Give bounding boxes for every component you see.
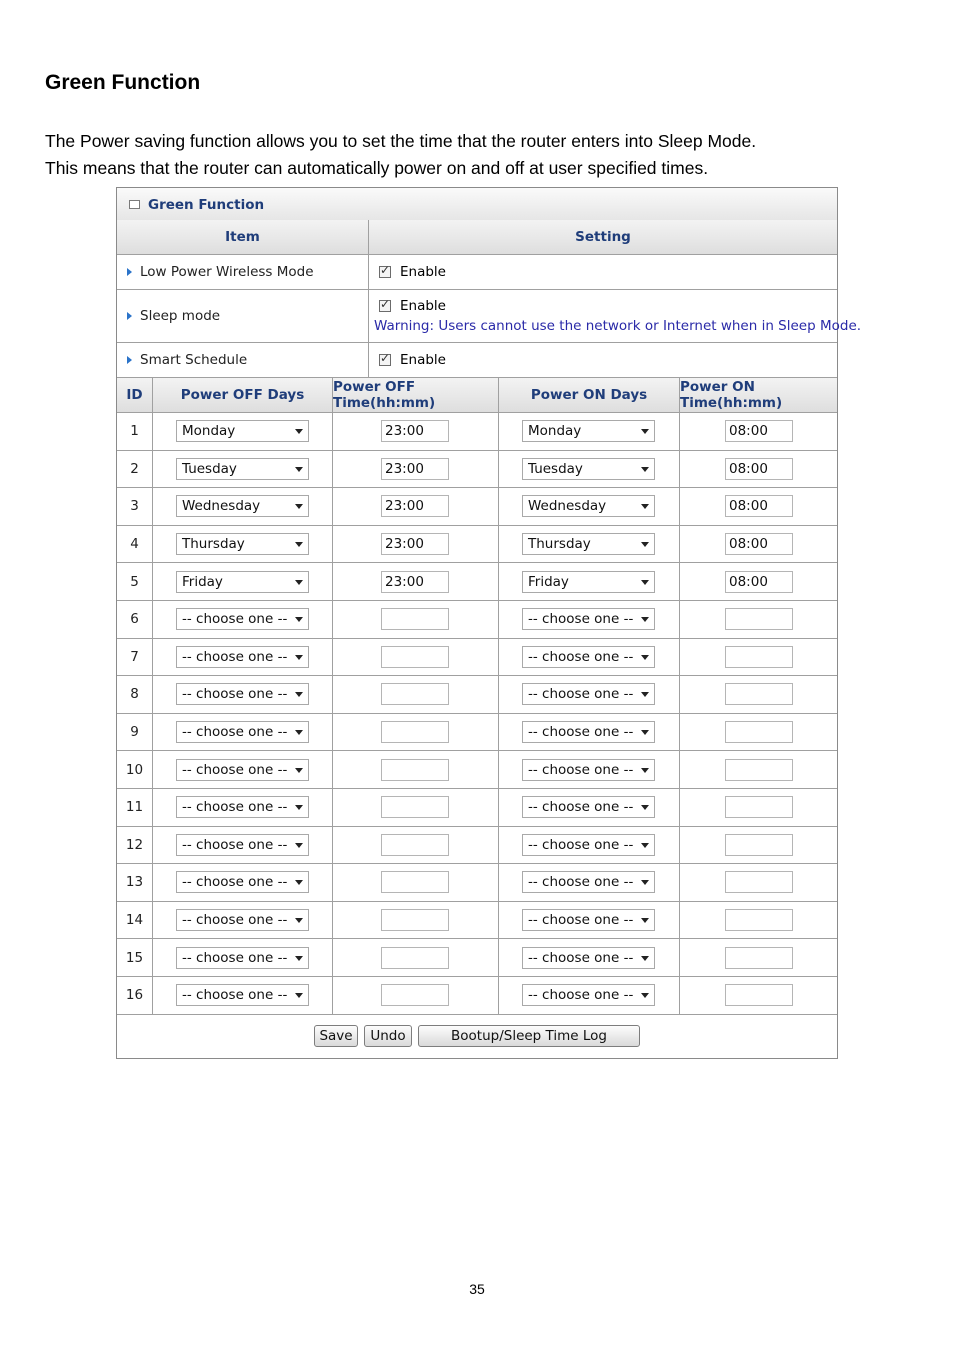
power-on-time-cell — [680, 864, 837, 902]
select-value: -- choose one -- — [182, 799, 288, 816]
power-off-time-input[interactable] — [381, 646, 449, 668]
setting-label: Low Power Wireless Mode — [140, 264, 314, 280]
dropdown-arrow-icon[interactable] — [295, 655, 303, 660]
power-on-day-select[interactable] — [522, 721, 655, 743]
power-off-time-input[interactable]: 23:00 — [381, 458, 449, 480]
select-value: -- choose one -- — [528, 761, 634, 778]
power-off-day-cell — [153, 413, 333, 451]
power-off-time-input[interactable] — [381, 909, 449, 931]
schedule-id-cell: 7 — [117, 639, 153, 677]
power-off-time-header: Power OFF Time(hh:mm) — [333, 378, 499, 413]
power-off-time-cell — [333, 939, 499, 977]
power-off-time-cell — [333, 714, 499, 752]
power-on-time-input[interactable]: 08:00 — [725, 533, 793, 555]
power-off-time-cell — [333, 751, 499, 789]
power-off-day-select[interactable] — [176, 420, 309, 442]
select-value: -- choose one -- — [528, 874, 634, 891]
power-on-time-input[interactable] — [725, 909, 793, 931]
power-on-time-input[interactable]: 08:00 — [725, 571, 793, 593]
id-column-header: ID — [117, 378, 153, 413]
select-value: -- choose one -- — [528, 836, 634, 853]
power-off-day-select[interactable] — [176, 721, 309, 743]
checkbox-label: Enable — [400, 264, 446, 280]
power-off-time-input[interactable]: 23:00 — [381, 533, 449, 555]
dropdown-arrow-icon[interactable] — [295, 692, 303, 697]
intro-line: This means that the router can automatically power on and off at user specified times. — [45, 158, 709, 178]
power-off-day-cell — [153, 939, 333, 977]
power-on-time-cell — [680, 789, 837, 827]
checkbox-label: Enable — [400, 298, 446, 314]
dropdown-arrow-icon[interactable] — [295, 880, 303, 885]
power-off-day-cell — [153, 827, 333, 865]
smart-schedule-row — [117, 343, 369, 378]
select-value: -- choose one -- — [182, 987, 288, 1004]
power-off-time-input[interactable] — [381, 871, 449, 893]
dropdown-arrow-icon[interactable] — [295, 467, 303, 472]
power-off-time-cell — [333, 526, 499, 564]
schedule-id-cell: 4 — [117, 526, 153, 564]
power-on-time-input[interactable] — [725, 796, 793, 818]
power-on-time-cell — [680, 601, 837, 639]
smart-schedule-enable[interactable] — [379, 352, 446, 368]
schedule-id-cell: 9 — [117, 714, 153, 752]
power-off-day-cell — [153, 563, 333, 601]
dropdown-arrow-icon[interactable] — [641, 692, 649, 697]
schedule-table — [117, 378, 837, 1014]
dropdown-arrow-icon[interactable] — [641, 542, 649, 547]
power-on-day-cell — [499, 827, 680, 865]
window-box-icon — [129, 200, 140, 209]
power-off-day-select[interactable] — [176, 984, 309, 1006]
select-value: -- choose one -- — [182, 949, 288, 966]
intro-paragraph — [45, 128, 925, 182]
power-off-time-input[interactable]: 23:00 — [381, 495, 449, 517]
power-off-time-cell — [333, 639, 499, 677]
power-on-time-cell — [680, 451, 837, 489]
sleep-mode-warning: Warning: Users cannot use the network or Internet when in Sleep Mode. — [374, 318, 862, 334]
dropdown-arrow-icon[interactable] — [641, 504, 649, 509]
select-value: -- choose one -- — [182, 836, 288, 853]
dropdown-arrow-icon[interactable] — [295, 918, 303, 923]
power-on-time-cell — [680, 827, 837, 865]
power-on-time-cell — [680, 639, 837, 677]
power-off-time-cell — [333, 563, 499, 601]
power-off-day-select[interactable] — [176, 871, 309, 893]
power-on-time-cell — [680, 902, 837, 940]
power-on-time-input[interactable] — [725, 683, 793, 705]
power-on-day-select[interactable] — [522, 871, 655, 893]
schedule-id-cell: 15 — [117, 939, 153, 977]
schedule-id-cell: 14 — [117, 902, 153, 940]
power-on-day-select[interactable] — [522, 909, 655, 931]
power-on-day-cell — [499, 751, 680, 789]
power-off-time-cell — [333, 977, 499, 1015]
dropdown-arrow-icon[interactable] — [641, 956, 649, 961]
power-off-time-input[interactable] — [381, 721, 449, 743]
power-off-day-cell — [153, 864, 333, 902]
low-power-wireless-row — [117, 255, 369, 290]
power-off-days-header: Power OFF Days — [153, 378, 333, 413]
power-on-day-cell — [499, 939, 680, 977]
select-value: -- choose one -- — [182, 912, 288, 929]
dropdown-arrow-icon[interactable] — [295, 580, 303, 585]
select-value: Wednesday — [528, 498, 607, 515]
power-off-day-select[interactable] — [176, 834, 309, 856]
power-on-day-cell — [499, 864, 680, 902]
select-value: -- choose one -- — [182, 724, 288, 741]
power-on-time-cell — [680, 676, 837, 714]
power-on-time-cell — [680, 413, 837, 451]
power-off-day-cell — [153, 526, 333, 564]
dropdown-arrow-icon[interactable] — [295, 768, 303, 773]
power-on-day-cell — [499, 714, 680, 752]
power-on-day-select[interactable] — [522, 646, 655, 668]
select-value: Friday — [528, 573, 569, 590]
low-power-wireless-setting — [369, 255, 837, 290]
power-on-day-cell — [499, 413, 680, 451]
power-off-time-input[interactable] — [381, 608, 449, 630]
schedule-id-cell: 1 — [117, 413, 153, 451]
select-value: -- choose one -- — [182, 686, 288, 703]
bullet-arrow-icon — [127, 356, 132, 364]
undo-button[interactable]: Undo — [364, 1025, 412, 1047]
power-on-time-input[interactable] — [725, 871, 793, 893]
power-on-day-cell — [499, 601, 680, 639]
power-off-time-cell — [333, 413, 499, 451]
select-value: -- choose one -- — [528, 987, 634, 1004]
dropdown-arrow-icon[interactable] — [295, 542, 303, 547]
select-value: -- choose one -- — [528, 799, 634, 816]
power-off-day-select[interactable] — [176, 646, 309, 668]
power-off-day-select[interactable] — [176, 533, 309, 555]
schedule-id-cell: 2 — [117, 451, 153, 489]
power-on-time-input[interactable]: 08:00 — [725, 420, 793, 442]
setting-column-header: Setting — [369, 220, 837, 255]
power-off-day-cell — [153, 601, 333, 639]
power-on-day-cell — [499, 488, 680, 526]
power-on-day-select[interactable] — [522, 458, 655, 480]
checkbox-checked-icon[interactable] — [379, 266, 391, 278]
checkbox-checked-icon[interactable] — [379, 354, 391, 366]
power-on-time-input[interactable] — [725, 984, 793, 1006]
panel-title-bar — [117, 188, 837, 221]
power-on-days-header: Power ON Days — [499, 378, 680, 413]
bullet-arrow-icon — [127, 312, 132, 320]
sleep-mode-setting — [369, 290, 862, 343]
schedule-id-cell: 5 — [117, 563, 153, 601]
power-off-time-cell — [333, 601, 499, 639]
power-on-day-select[interactable] — [522, 608, 655, 630]
power-off-day-select[interactable] — [176, 458, 309, 480]
schedule-id-cell: 3 — [117, 488, 153, 526]
power-off-day-cell — [153, 789, 333, 827]
dropdown-arrow-icon[interactable] — [641, 918, 649, 923]
dropdown-arrow-icon[interactable] — [295, 504, 303, 509]
dropdown-arrow-icon[interactable] — [641, 993, 649, 998]
power-off-day-select[interactable] — [176, 571, 309, 593]
select-value: -- choose one -- — [182, 648, 288, 665]
power-off-time-input[interactable]: 23:00 — [381, 571, 449, 593]
panel-title: Green Function — [148, 197, 265, 213]
power-on-day-select[interactable] — [522, 984, 655, 1006]
setting-label: Smart Schedule — [140, 352, 248, 368]
power-on-time-input[interactable]: 08:00 — [725, 458, 793, 480]
dropdown-arrow-icon[interactable] — [295, 843, 303, 848]
select-value: -- choose one -- — [528, 648, 634, 665]
power-on-time-cell — [680, 939, 837, 977]
power-off-day-select[interactable] — [176, 909, 309, 931]
bullet-arrow-icon — [127, 268, 132, 276]
setting-label: Sleep mode — [140, 308, 221, 324]
power-off-time-input[interactable] — [381, 947, 449, 969]
dropdown-arrow-icon[interactable] — [641, 580, 649, 585]
power-off-time-cell — [333, 451, 499, 489]
dropdown-arrow-icon[interactable] — [641, 730, 649, 735]
power-off-day-cell — [153, 902, 333, 940]
page-heading: Green Function — [45, 71, 201, 94]
power-on-time-cell — [680, 977, 837, 1015]
dropdown-arrow-icon[interactable] — [641, 768, 649, 773]
dropdown-arrow-icon[interactable] — [295, 730, 303, 735]
power-off-time-input[interactable]: 23:00 — [381, 420, 449, 442]
select-value: Thursday — [528, 536, 591, 553]
dropdown-arrow-icon[interactable] — [295, 993, 303, 998]
sleep-mode-row — [117, 290, 369, 343]
power-on-day-cell — [499, 639, 680, 677]
power-off-time-cell — [333, 827, 499, 865]
select-value: -- choose one -- — [182, 761, 288, 778]
power-on-day-select[interactable] — [522, 947, 655, 969]
schedule-id-cell: 8 — [117, 676, 153, 714]
power-off-day-select[interactable] — [176, 947, 309, 969]
intro-line: The Power saving function allows you to set the time that the router enters into Sleep Mode. — [45, 131, 757, 151]
power-on-time-cell — [680, 488, 837, 526]
select-value: -- choose one -- — [528, 724, 634, 741]
power-on-day-cell — [499, 902, 680, 940]
power-on-day-select[interactable] — [522, 834, 655, 856]
power-off-time-input[interactable] — [381, 796, 449, 818]
checkbox-label: Enable — [400, 352, 446, 368]
power-on-day-select[interactable] — [522, 571, 655, 593]
power-off-day-select[interactable] — [176, 608, 309, 630]
select-value: Wednesday — [182, 498, 261, 515]
select-value: Monday — [182, 423, 236, 440]
power-on-day-cell — [499, 676, 680, 714]
power-off-time-cell — [333, 488, 499, 526]
dropdown-arrow-icon[interactable] — [641, 880, 649, 885]
bootup-sleep-time-log-button[interactable]: Bootup/Sleep Time Log — [418, 1025, 640, 1047]
select-value: -- choose one -- — [528, 686, 634, 703]
select-value: -- choose one -- — [528, 949, 634, 966]
power-on-time-input[interactable] — [725, 721, 793, 743]
select-value: Monday — [528, 423, 582, 440]
power-on-day-cell — [499, 789, 680, 827]
power-on-day-cell — [499, 563, 680, 601]
low-power-wireless-enable[interactable] — [379, 264, 446, 280]
power-on-day-cell — [499, 451, 680, 489]
power-on-time-cell — [680, 751, 837, 789]
select-value: Tuesday — [528, 460, 583, 477]
power-off-day-cell — [153, 676, 333, 714]
power-on-time-input[interactable] — [725, 834, 793, 856]
schedule-id-cell: 10 — [117, 751, 153, 789]
select-value: Thursday — [182, 536, 245, 553]
power-off-time-cell — [333, 676, 499, 714]
power-off-day-cell — [153, 488, 333, 526]
dropdown-arrow-icon[interactable] — [641, 429, 649, 434]
power-on-day-select[interactable] — [522, 759, 655, 781]
power-on-day-select[interactable] — [522, 420, 655, 442]
power-off-time-cell — [333, 902, 499, 940]
power-on-time-header: Power ON Time(hh:mm) — [680, 378, 837, 413]
power-off-day-cell — [153, 714, 333, 752]
schedule-id-cell: 11 — [117, 789, 153, 827]
power-off-time-input[interactable] — [381, 984, 449, 1006]
power-on-time-input[interactable] — [725, 759, 793, 781]
smart-schedule-setting — [369, 343, 837, 378]
dropdown-arrow-icon[interactable] — [641, 805, 649, 810]
power-off-time-input[interactable] — [381, 683, 449, 705]
dropdown-arrow-icon[interactable] — [295, 956, 303, 961]
power-on-time-cell — [680, 526, 837, 564]
power-off-time-input[interactable] — [381, 834, 449, 856]
power-on-time-input[interactable] — [725, 947, 793, 969]
dropdown-arrow-icon[interactable] — [295, 617, 303, 622]
power-off-day-cell — [153, 751, 333, 789]
green-function-panel — [116, 187, 862, 1059]
dropdown-arrow-icon[interactable] — [641, 467, 649, 472]
button-bar — [117, 1024, 837, 1048]
select-value: -- choose one -- — [528, 912, 634, 929]
schedule-id-cell: 13 — [117, 864, 153, 902]
power-on-time-input[interactable] — [725, 608, 793, 630]
power-on-day-select[interactable] — [522, 533, 655, 555]
power-on-day-cell — [499, 526, 680, 564]
power-off-time-cell — [333, 789, 499, 827]
power-on-time-input[interactable] — [725, 646, 793, 668]
power-off-day-select[interactable] — [176, 683, 309, 705]
power-on-time-cell — [680, 714, 837, 752]
sleep-mode-enable[interactable] — [374, 298, 446, 314]
power-off-day-select[interactable] — [176, 796, 309, 818]
select-value: Tuesday — [182, 460, 237, 477]
power-off-day-select[interactable] — [176, 759, 309, 781]
power-on-day-select[interactable] — [522, 683, 655, 705]
power-off-day-cell — [153, 451, 333, 489]
settings-table — [117, 220, 862, 378]
item-column-header: Item — [117, 220, 369, 255]
power-off-day-cell — [153, 977, 333, 1015]
power-on-day-select[interactable] — [522, 495, 655, 517]
checkbox-checked-icon[interactable] — [379, 300, 391, 312]
schedule-id-cell: 12 — [117, 827, 153, 865]
save-button[interactable]: Save — [314, 1025, 358, 1047]
power-on-time-input[interactable]: 08:00 — [725, 495, 793, 517]
power-off-time-input[interactable] — [381, 759, 449, 781]
power-on-day-cell — [499, 977, 680, 1015]
select-value: -- choose one -- — [182, 611, 288, 628]
select-value: Friday — [182, 573, 223, 590]
power-off-time-cell — [333, 864, 499, 902]
power-off-day-select[interactable] — [176, 495, 309, 517]
dropdown-arrow-icon[interactable] — [641, 617, 649, 622]
select-value: -- choose one -- — [528, 611, 634, 628]
dropdown-arrow-icon[interactable] — [641, 843, 649, 848]
dropdown-arrow-icon[interactable] — [295, 805, 303, 810]
dropdown-arrow-icon[interactable] — [641, 655, 649, 660]
select-value: -- choose one -- — [182, 874, 288, 891]
dropdown-arrow-icon[interactable] — [295, 429, 303, 434]
schedule-id-cell: 6 — [117, 601, 153, 639]
schedule-id-cell: 16 — [117, 977, 153, 1015]
power-on-time-cell — [680, 563, 837, 601]
power-off-day-cell — [153, 639, 333, 677]
page-number: 35 — [469, 1281, 485, 1297]
power-on-day-select[interactable] — [522, 796, 655, 818]
